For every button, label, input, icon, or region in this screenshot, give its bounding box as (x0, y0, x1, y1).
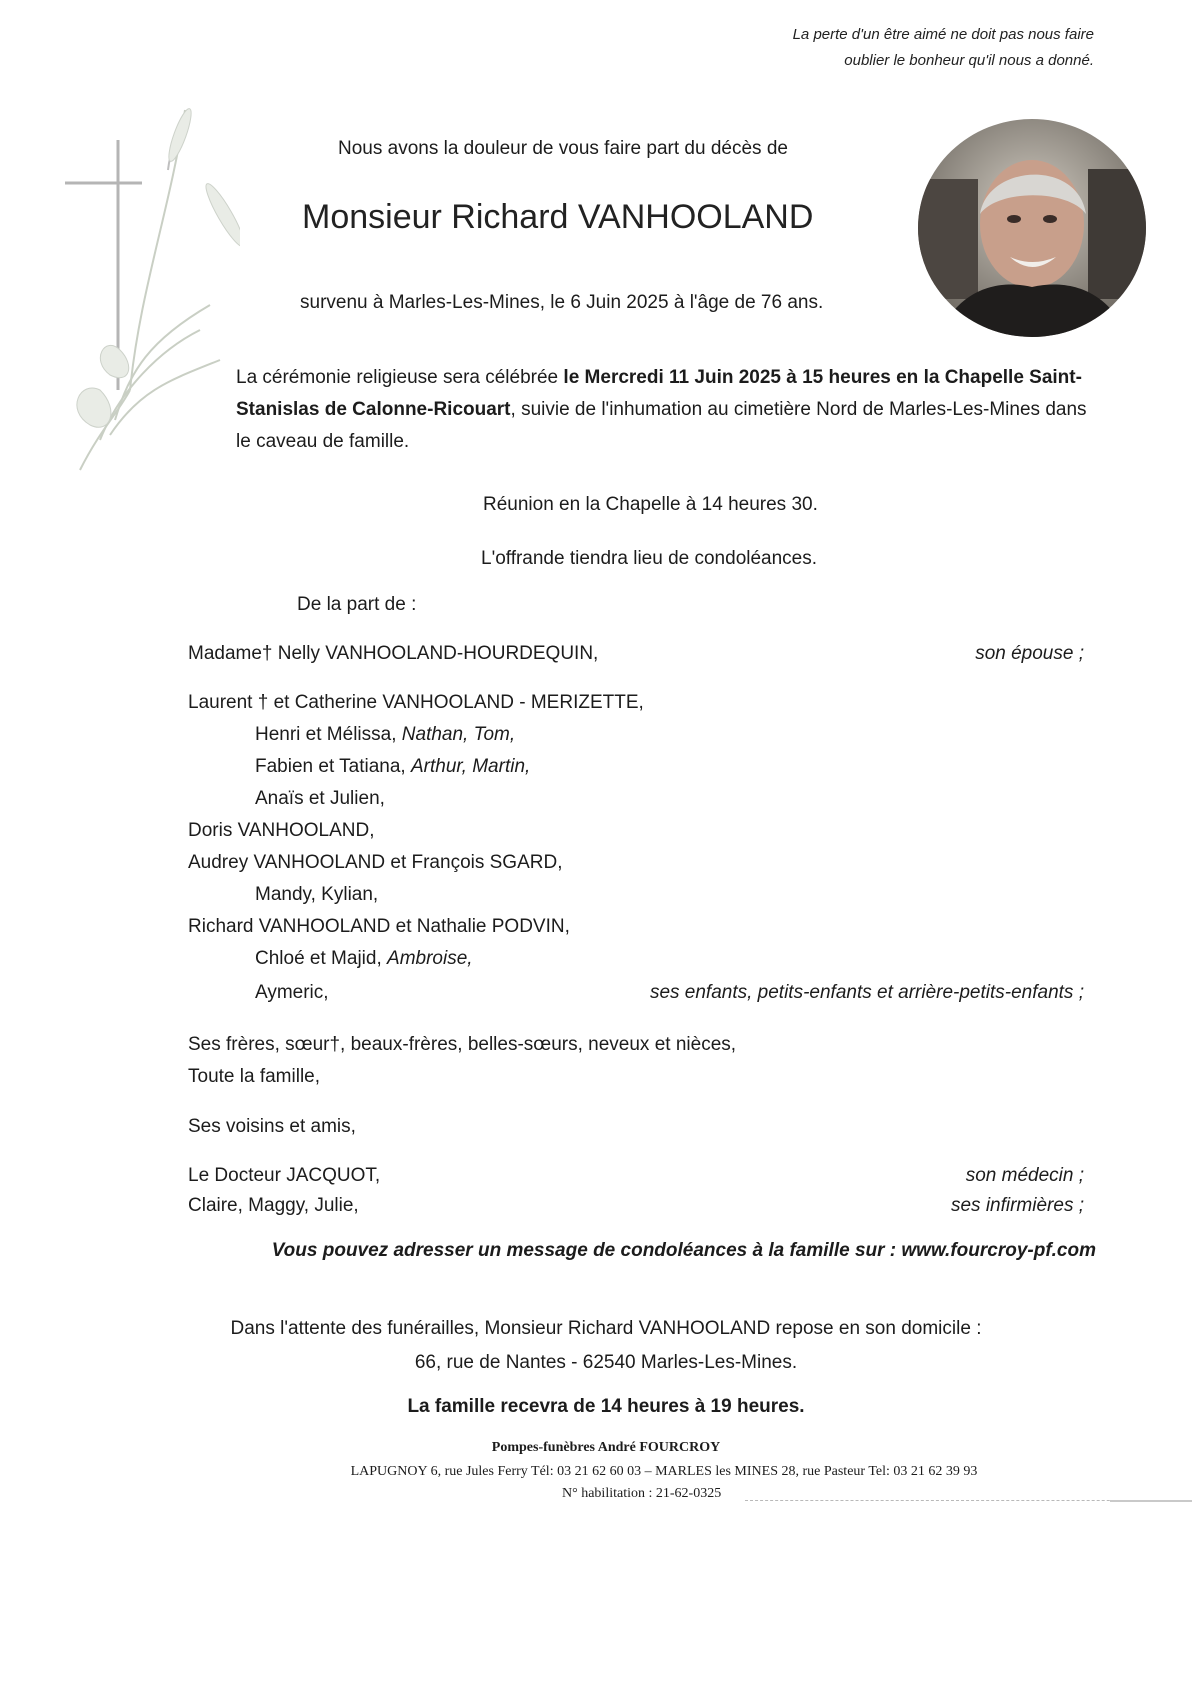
family-line (255, 756, 530, 778)
family-line-italic: Arthur, Martin, (410, 756, 531, 777)
from-label: De la part de : (297, 594, 417, 615)
family-line-italic: Ambroise, (387, 948, 473, 969)
spouse-name: Madame† Nelly VANHOOLAND-HOURDEQUIN, (188, 643, 599, 664)
ceremony-paragraph (236, 362, 1100, 458)
neighbors-line: Ses voisins et amis, (188, 1116, 356, 1137)
family-line-text: Aymeric, (255, 982, 329, 1003)
family-line-text: Anaïs et Julien, (255, 788, 385, 809)
condolences-message: Vous pouvez adresser un message de condoléances à la famille sur : www.fourcroy-pf.com (271, 1240, 1096, 1261)
quote-line-1: La perte d'un être aimé ne doit pas nous faire (792, 26, 1094, 43)
siblings-line: Ses frères, sœur†, beaux-frères, belles-sœurs, neveux et nièces, (188, 1034, 737, 1055)
ceremony-text-2: , suivie de l'inhumation au cimetière Nord de Marles-Les-Mines dans le caveau de famille. (236, 399, 1087, 452)
ceremony-datetime-place: le Mercredi 11 Juin 2025 à 15 heures en la Chapelle Saint-Stanislas de Calonne-Ricouart (236, 367, 1082, 420)
ceremony-text-1: La cérémonie religieuse sera célébrée (236, 367, 564, 388)
funeral-company: Pompes-funèbres André FOURCROY (491, 1440, 721, 1455)
family-line (255, 982, 329, 1004)
family-line-text: Audrey VANHOOLAND et François SGARD, (188, 852, 563, 873)
family-line (188, 820, 375, 842)
doctor-name: Le Docteur JACQUOT, (188, 1165, 381, 1186)
death-details: survenu à Marles-Les-Mines, le 6 Juin 2025 à l'âge de 76 ans. (300, 292, 824, 313)
family-line (188, 692, 644, 714)
family-line (255, 884, 378, 906)
footer-rule-tail (1110, 1500, 1192, 1502)
family-line-text: Chloé et Majid, (255, 948, 388, 969)
family-line-text: Fabien et Tatiana, (255, 756, 411, 777)
deceased-name: Monsieur Richard VANHOOLAND (302, 198, 814, 236)
epigraph-quote (793, 22, 1094, 74)
nurses-role: ses infirmières ; (950, 1195, 1084, 1216)
family-line (255, 788, 385, 810)
children-role: ses enfants, petits-enfants et arrière-petits-enfants ; (649, 982, 1084, 1003)
family-line (255, 948, 473, 970)
visiting-hours: La famille recevra de 14 heures à 19 heures. (407, 1396, 805, 1417)
family-line (188, 916, 570, 938)
funeral-addresses: LAPUGNOY 6, rue Jules Ferry Tél: 03 21 62 60 03 – MARLES les MINES 28, rue Pasteur Tel: 03 21 62 39 93 (350, 1464, 978, 1479)
rest-line-2: 66, rue de Nantes - 62540 Marles-Les-Mines. (414, 1352, 798, 1373)
family-line-text: Richard VANHOOLAND et Nathalie PODVIN, (188, 916, 570, 937)
family-line (188, 852, 562, 874)
cross-lily-decoration (20, 90, 240, 480)
family-line-text: Doris VANHOOLAND, (188, 820, 375, 841)
family-line-text: Henri et Mélissa, (255, 724, 402, 745)
rest-line-1: Dans l'attente des funérailles, Monsieur Richard VANHOOLAND repose en son domicile : (230, 1318, 982, 1339)
reunion-info: Réunion en la Chapelle à 14 heures 30. (483, 494, 818, 515)
footer-rule (745, 1500, 1165, 1501)
nurses-names: Claire, Maggy, Julie, (188, 1195, 359, 1216)
family-line-text: Laurent † et Catherine VANHOOLAND - MERIZETTE, (188, 692, 644, 713)
spouse-role: son épouse ; (975, 643, 1084, 664)
whole-family-line: Toute la famille, (188, 1066, 321, 1087)
family-line-italic: Nathan, Tom, (401, 724, 516, 745)
quote-line-2: oublier le bonheur qu'il nous a donné. (844, 52, 1094, 69)
doctor-role: son médecin ; (965, 1165, 1084, 1186)
offering-info: L'offrande tiendra lieu de condoléances. (481, 548, 818, 569)
family-line-text: Mandy, Kylian, (255, 884, 379, 905)
announcement-intro: Nous avons la douleur de vous faire part du décès de (338, 138, 788, 159)
portrait-photo (918, 119, 1146, 337)
license-number: N° habilitation : 21-62-0325 (562, 1486, 722, 1501)
family-line (255, 724, 515, 746)
